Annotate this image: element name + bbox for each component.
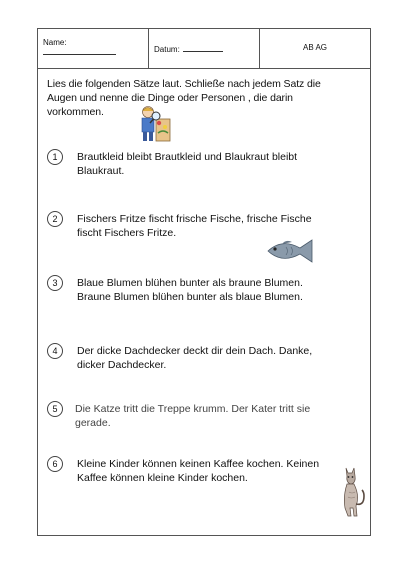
date-label-wrap: [154, 43, 223, 54]
worksheet-code: AB AG: [302, 43, 327, 52]
item-number: 5: [47, 401, 63, 417]
item-sentence: Blaue Blumen blühen bunter als braune Blumen. Braune Blumen blühen bunter als blaue Blumen.: [77, 277, 303, 303]
header-row: [38, 29, 370, 69]
fish-icon: [264, 236, 316, 266]
worksheet: [37, 28, 371, 536]
cat-icon: [336, 464, 368, 520]
child-with-magnifier-icon: [134, 103, 174, 143]
item-number: 3: [47, 275, 63, 291]
name-cell: [38, 29, 149, 68]
name-blank[interactable]: [43, 54, 116, 55]
item-number: 1: [47, 149, 63, 165]
item-number: 6: [47, 456, 63, 472]
item-sentence: Der dicke Dachdecker deckt dir dein Dach. Danke, dicker Dachdecker.: [77, 345, 313, 371]
item-sentence: Kleine Kinder können keinen Kaffee kochen. Keinen Kaffee können kleine Kinder kochen.: [77, 458, 320, 484]
date-cell: [149, 29, 260, 68]
instructions: Lies die folgenden Sätze laut. Schließe nach jedem Satz die Augen und nenne die Dinge oder Personen , die darin vorkommen.: [47, 78, 321, 118]
item-number: 4: [47, 343, 63, 359]
date-blank[interactable]: [183, 43, 223, 52]
code-cell: [260, 29, 370, 68]
name-label: Name:: [43, 38, 67, 47]
item-sentence: Die Katze tritt die Treppe krumm. Der Kater tritt sie gerade.: [75, 403, 311, 429]
item-number: 2: [47, 211, 63, 227]
date-label: Datum:: [154, 45, 180, 54]
item-sentence: Brautkleid bleibt Brautkleid und Blaukraut bleibt Blaukraut.: [77, 151, 298, 177]
item-sentence: Fischers Fritze fischt frische Fische, frische Fische fischt Fischers Fritze.: [77, 213, 312, 239]
